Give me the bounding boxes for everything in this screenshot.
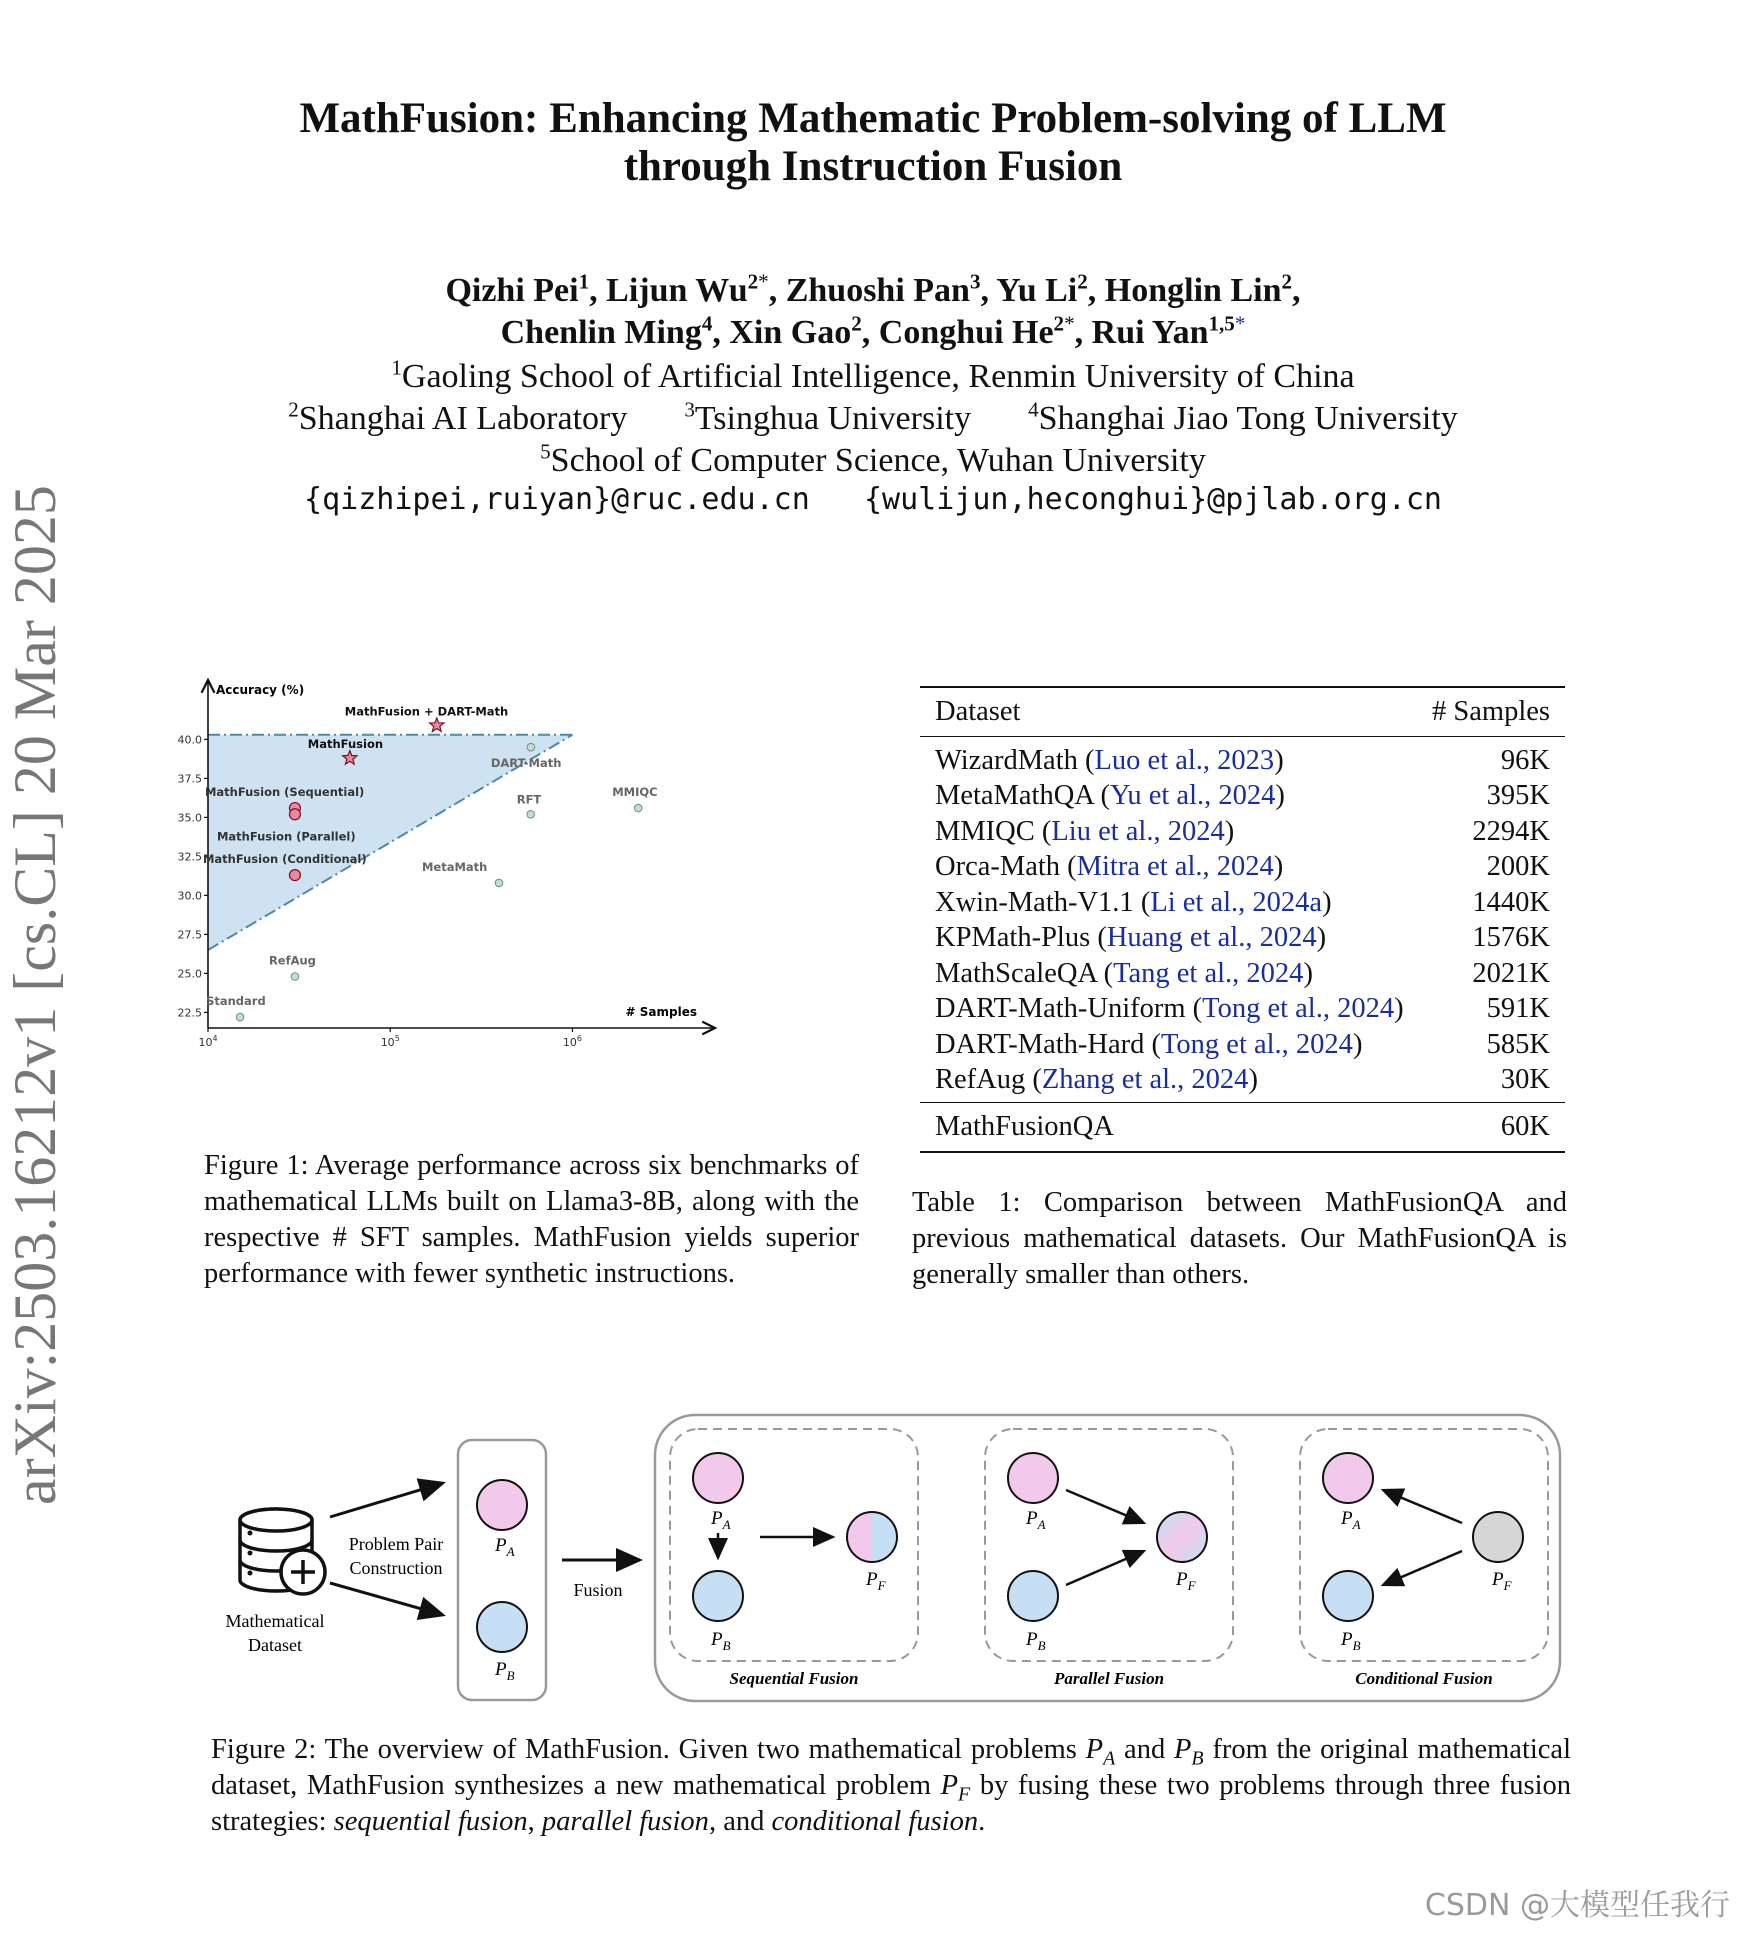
point-standard (236, 1013, 244, 1021)
table-row: Xwin-Math-V1.1 (Li et al., 2024a) 1440K (920, 885, 1565, 921)
citation-link[interactable]: Li et al., 2024a (1150, 886, 1323, 918)
table-row: MMIQC (Liu et al., 2024) 2294K (920, 814, 1565, 850)
figure2-diagram (200, 1405, 1570, 1705)
x-axis-label: # Samples (625, 1005, 697, 1019)
point-mathfusion-parallel (289, 809, 300, 820)
point-label: MathFusion (Parallel) (216, 829, 356, 844)
dataset-name: DART-Math-Hard (935, 1028, 1145, 1060)
point-label: MathFusion (Conditional) (202, 852, 367, 867)
pb-node (477, 1602, 527, 1652)
table1-final (920, 1103, 1565, 1151)
dataset-samples: 200K (1486, 851, 1550, 883)
y-tick-label: 25.0 (177, 967, 202, 981)
dataset-name: Orca-Math (935, 851, 1061, 883)
figure1-caption: Figure 1: Average performance across six benchmarks of mathematical LLMs built on Llama3-8B, along with the respective # SFT samples. MathFusion yields superior performance with fewer synthetic instructions. (204, 1150, 859, 1289)
table1-body (920, 743, 1565, 1098)
par-pa-node (1008, 1453, 1058, 1503)
table-row: KPMath-Plus (Huang et al., 2024) 1576K (920, 921, 1565, 957)
table-row: WizardMath (Luo et al., 2023) 96K (920, 743, 1565, 779)
citation-link[interactable]: Tong et al., 2024 (1161, 1028, 1353, 1060)
affiliation-1: $^1$Gaoling School of Artificial Intelligence, Renmin University of China (391, 355, 1355, 395)
seq-pa-node (693, 1453, 743, 1503)
svg-text:PF: $P_F$ (866, 1569, 886, 1593)
author-name: Qizhi Pei (445, 272, 579, 309)
point-label: MetaMath (421, 859, 488, 874)
point-label: RFT (516, 792, 542, 807)
par-pb-node (1008, 1571, 1058, 1621)
author-name: Zhuoshi Pan (785, 272, 970, 309)
dataset-samples: 591K (1486, 993, 1550, 1025)
author-name: Lijun Wu (606, 272, 748, 309)
strategies-container (655, 1415, 1560, 1701)
email-pjlab[interactable]: {wulijun,heconghui}@pjlab.org.cn (863, 482, 1442, 517)
svg-text:PB: $P_B$ (711, 1629, 731, 1653)
svg-text:PF: $P_F$ (1492, 1569, 1512, 1593)
plus-icon (281, 1550, 325, 1594)
author-line-2: Chenlin Ming$^4$, Xin Gao$^2$, Conghui $He^{2*}$, Rui Yan$^{1,5*}$ (500, 311, 1246, 351)
final-samples: 60K (1500, 1111, 1550, 1142)
dataset-name: Xwin-Math-V1.1 (935, 886, 1134, 918)
dataset-samples: 1440K (1472, 886, 1550, 918)
y-axis-label: Accuracy (%) (216, 683, 305, 697)
citation-link[interactable]: Tang et al., 2024 (1113, 957, 1304, 989)
dataset-label-1: Mathematical (225, 1611, 325, 1631)
point-label: MathFusion (307, 737, 384, 752)
author-name: Xin Gao (729, 314, 852, 351)
y-tick-label: 32.5 (177, 850, 202, 864)
point-label: MMIQC (612, 785, 658, 800)
header-samples: # Samples (1432, 696, 1550, 727)
table-row: RefAug (Zhang et al., 2024) 30K (920, 1063, 1565, 1099)
affiliation-row-2: $^2$Shanghai AI Laboratory $^3$Tsinghua University $^4$Shanghai Jiao Tong University (288, 397, 1458, 437)
final-dataset: MathFusionQA (935, 1111, 1114, 1142)
author-line-1: Qizhi Pei$^1$, Lijun $Wu^{2*}$, Zhuoshi Pan$^3$, Yu Li$^2$, Honglin Lin$^2$, (445, 269, 1301, 309)
figure1-scatter-chart (177, 668, 850, 1118)
svg-text:PF: $P_F$ (1176, 1569, 1196, 1593)
svg-text:PA: $P_A$ (1026, 1508, 1046, 1532)
table-row: MetaMathQA (Yu et al., 2024) 395K (920, 779, 1565, 815)
point-mmiqc (634, 804, 642, 812)
email-line (0, 482, 1746, 517)
watermark: CSDN @大模型任我行 (1424, 1888, 1730, 1923)
author-name: Chenlin Ming (500, 314, 702, 351)
dataset-name: RefAug (935, 1064, 1026, 1096)
y-ticks (178, 733, 209, 1019)
arrow-to-pa (330, 1483, 443, 1517)
x-tick-label: $10^5$ (380, 1034, 400, 1049)
point-label: Standard (206, 994, 266, 1009)
title-line-2: through Instruction Fusion (623, 143, 1123, 190)
seq-pf-node (847, 1512, 897, 1562)
table1 (920, 686, 1565, 1153)
citation-link[interactable]: Huang et al., 2024 (1106, 922, 1317, 954)
dataset-samples: 2294K (1472, 815, 1550, 847)
point-label: DART-Math (490, 756, 562, 771)
fusion-label: Fusion (573, 1580, 623, 1600)
pair-label-1: Problem Pair (348, 1534, 444, 1554)
citation-link[interactable]: Liu et al., 2024 (1051, 815, 1225, 847)
author-list (0, 270, 1746, 354)
point-metamath (495, 879, 503, 887)
table-row: MathScaleQA (Tang et al., 2024) 2021K (920, 956, 1565, 992)
table-row: DART-Math-Uniform (Tong et al., 2024) 591K (920, 992, 1565, 1028)
dataset-samples: 2021K (1472, 957, 1550, 989)
sequential-label: Sequential Fusion (729, 1669, 859, 1688)
author-name: Conghui He (878, 314, 1054, 351)
pa-label: $P_A$ (495, 1535, 515, 1559)
dataset-samples: 1576K (1472, 922, 1550, 954)
point-rft (527, 810, 535, 818)
y-tick-label: 40.0 (177, 733, 202, 747)
x-tick-label: $10^6$ (562, 1034, 583, 1049)
arrow-to-pb (330, 1583, 443, 1615)
svg-text:PA: $P_A$ (711, 1508, 731, 1532)
pair-label-2: Construction (349, 1558, 443, 1578)
svg-text:PB: $P_B$ (1026, 1629, 1046, 1653)
pa-node (477, 1480, 527, 1530)
point-label: RefAug (268, 953, 316, 968)
point-label: MathFusion (Sequential) (204, 785, 365, 800)
author-name: Rui Yan (1091, 314, 1209, 351)
y-tick-label: 27.5 (177, 928, 202, 942)
dataset-name: DART-Math-Uniform (935, 993, 1186, 1025)
paper-title (0, 95, 1746, 191)
cond-pf-node (1473, 1512, 1523, 1562)
dataset-name: WizardMath (935, 744, 1078, 776)
header-dataset: Dataset (935, 696, 1021, 727)
dataset-name: MathScaleQA (935, 957, 1097, 989)
parallel-label: Parallel Fusion (1053, 1669, 1165, 1688)
affiliation-5: $^5$School of Computer Science, Wuhan University (540, 439, 1206, 479)
citation-link[interactable]: Luo et al., 2023 (1094, 744, 1275, 776)
citation-link[interactable]: Mitra et al., 2024 (1076, 851, 1274, 883)
figure2-caption: Figure 2: The overview of MathFusion. Given two mathematical problems $P_A$ and $P_B$ from the original mathematical dataset, MathFusion synthesizes a new mathematical problem $P_F$ by fusing these two problems through three fusion strategies: sequential fusion, parallel fusion, and conditional fusion. (211, 1734, 1572, 1837)
y-tick-label: 35.0 (177, 811, 202, 825)
citation-link[interactable]: Yu et al., 2024 (1109, 780, 1276, 812)
y-tick-label: 22.5 (177, 1006, 202, 1020)
dataset-samples: 30K (1500, 1064, 1550, 1096)
dataset-samples: 585K (1486, 1028, 1550, 1060)
cond-pb-node (1323, 1571, 1373, 1621)
par-pf-node (1157, 1512, 1207, 1562)
table-row: DART-Math-Hard (Tong et al., 2024) 585K (920, 1027, 1565, 1063)
point-refaug (291, 973, 299, 981)
point-label: MathFusion + DART-Math (344, 704, 509, 719)
author-name: Honglin Lin (1104, 272, 1282, 309)
dataset-name: MetaMathQA (935, 780, 1094, 812)
title-line-1: MathFusion: Enhancing Mathematic Problem-solving of LLM (299, 95, 1447, 142)
point-mathfusion-conditional (289, 870, 300, 881)
svg-text:PB: $P_B$ (1341, 1629, 1361, 1653)
x-ticks (198, 1028, 582, 1049)
dataset-name: MMIQC (935, 815, 1035, 847)
y-tick-label: 37.5 (177, 772, 202, 786)
dataset-samples: 96K (1500, 744, 1550, 776)
x-tick-label: $10^4$ (198, 1034, 218, 1049)
table-row: Orca-Math (Mitra et al., 2024) 200K (920, 850, 1565, 886)
citation-link[interactable]: Zhang et al., 2024 (1041, 1064, 1249, 1096)
svg-text:PA: $P_A$ (1341, 1508, 1361, 1532)
citation-link[interactable]: Tong et al., 2024 (1202, 993, 1395, 1025)
point-dart-math (527, 743, 535, 751)
dataset-samples: 395K (1486, 780, 1550, 812)
dataset-name: KPMath-Plus (935, 922, 1091, 954)
point-mathfusion-dart-math (430, 718, 444, 732)
table1-caption: Table 1: Comparison between MathFusionQA and previous mathematical datasets. Our MathFusionQA is generally smaller than others. (912, 1187, 1567, 1290)
dataset-label-2: Dataset (248, 1635, 302, 1655)
arxiv-sidebar-id: arXiv:2503.16212v1 [cs.CL] 20 Mar 2025 (2, 485, 68, 1505)
table1-header (920, 688, 1565, 736)
conditional-label: Conditional Fusion (1355, 1669, 1493, 1688)
email-ruc[interactable]: {qizhipei,ruiyan}@ruc.edu.cn (304, 482, 810, 517)
seq-pb-node (693, 1571, 743, 1621)
pb-label: $P_B$ (495, 1659, 515, 1683)
cond-pa-node (1323, 1453, 1373, 1503)
author-name: Yu Li (996, 272, 1078, 309)
y-tick-label: 30.0 (177, 889, 202, 903)
